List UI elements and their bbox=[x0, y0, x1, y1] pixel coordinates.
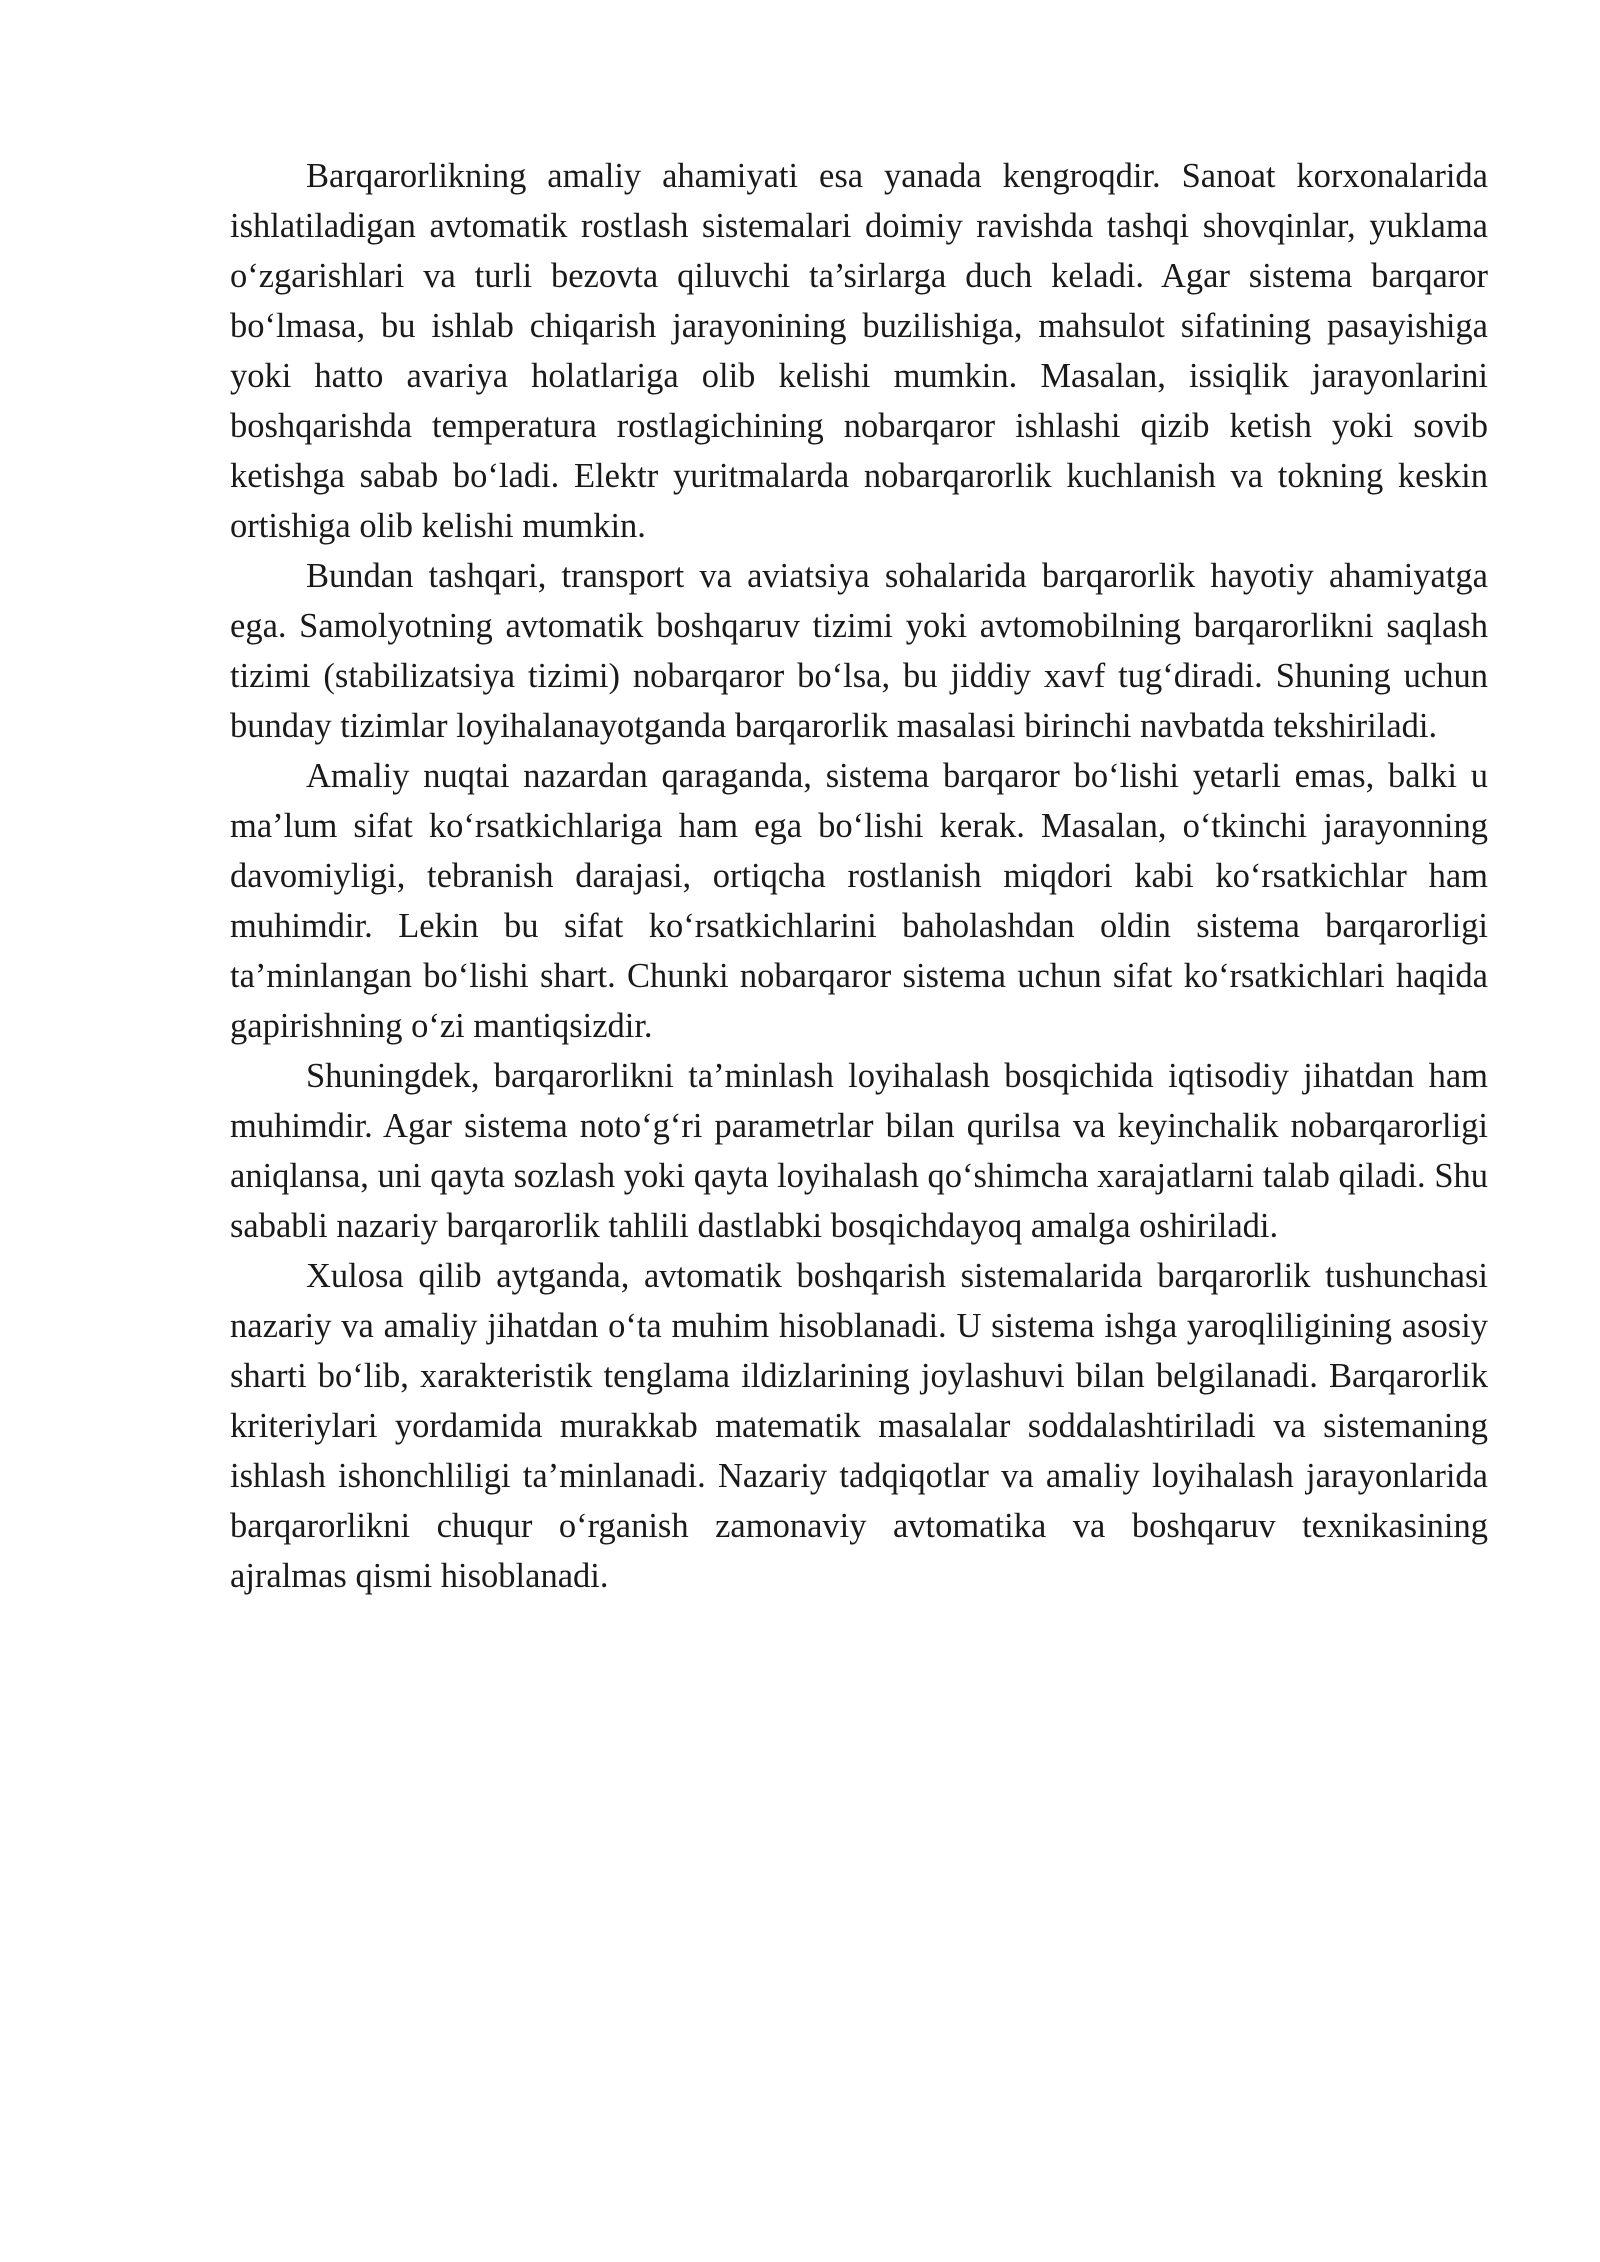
paragraph-conclusion: Xulosa qilib aytganda, avtomatik boshqarish sistemalarida barqarorlik tushunchasi nazariy va amaliy jihatdan o‘ta muhim hisoblanadi. U sistema ishga yaroqliligining asosiy sharti bo‘lib, xarakteristik tenglama ildizlarining joylashuvi bilan belgilanadi. Barqarorlik kriteriylari yordamida murakkab matematik masalalar soddalashtiriladi va sistemaning ishlash ishonchliligi ta’minlanadi. Nazariy tadqiqotlar va amaliy loyihalash jarayonlarida barqarorlikni chuqur o‘rganish zamonaviy avtomatika va boshqaruv texnikasining ajralmas qismi hisoblanadi. bbox=[230, 1257, 1488, 1595]
paragraph-practical-importance: Barqarorlikning amaliy ahamiyati esa yanada kengroqdir. Sanoat korxonalarida ishlatiladigan avtomatik rostlash sistemalari doimiy ravishda tashqi shovqinlar, yuklama o‘zgarishlari va turli bezovta qiluvchi ta’sirlarga duch keladi. Agar sistema barqaror bo‘lmasa, bu ishlab chiqarish jarayonining buzilishiga, mahsulot sifatining pasayishiga yoki hatto avariya holatlariga olib kelishi mumkin. Masalan, issiqlik jarayonlarini boshqarishda temperatura rostlagichining nobarqaror ishlashi qizib ketish yoki sovib ketishga sabab bo‘ladi. Elektr yuritmalarda nobarqarorlik kuchlanish va tokning keskin ortishiga olib kelishi mumkin. bbox=[230, 157, 1488, 545]
paragraph-quality-indicators: Amaliy nuqtai nazardan qaraganda, sistema barqaror bo‘lishi yetarli emas, balki u ma’lum sifat ko‘rsatkichlariga ham ega bo‘lishi kerak. Masalan, o‘tkinchi jarayonning davomiyligi, tebranish darajasi, ortiqcha rostlanish miqdori kabi ko‘rsatkichlar ham muhimdir. Lekin bu sifat ko‘rsatkichlarini baholashdan oldin sistema barqarorligi ta’minlangan bo‘lishi shart. Chunki nobarqaror sistema uchun sifat ko‘rsatkichlari haqida gapirishning o‘zi mantiqsizdir. bbox=[230, 757, 1488, 1045]
paragraph-transport-aviation: Bundan tashqari, transport va aviatsiya sohalarida barqarorlik hayotiy ahamiyatga ega. Samolyotning avtomatik boshqaruv tizimi yoki avtomobilning barqarorlikni saqlash tizimi (stabilizatsiya tizimi) nobarqaror bo‘lsa, bu jiddiy xavf tug‘diradi. Shuning uchun bunday tizimlar loyihalanayotganda barqarorlik masalasi birinchi navbatda tekshiriladi. bbox=[230, 557, 1488, 745]
paragraph-economic-importance: Shuningdek, barqarorlikni ta’minlash loyihalash bosqichida iqtisodiy jihatdan ham muhimdir. Agar sistema noto‘g‘ri parametrlar bilan qurilsa va keyinchalik nobarqarorligi aniqlansa, uni qayta sozlash yoki qayta loyihalash qo‘shimcha xarajatlarni talab qiladi. Shu sababli nazariy barqarorlik tahlili dastlabki bosqichdayoq amalga oshiriladi. bbox=[230, 1057, 1488, 1245]
document-body bbox=[230, 151, 1488, 1601]
